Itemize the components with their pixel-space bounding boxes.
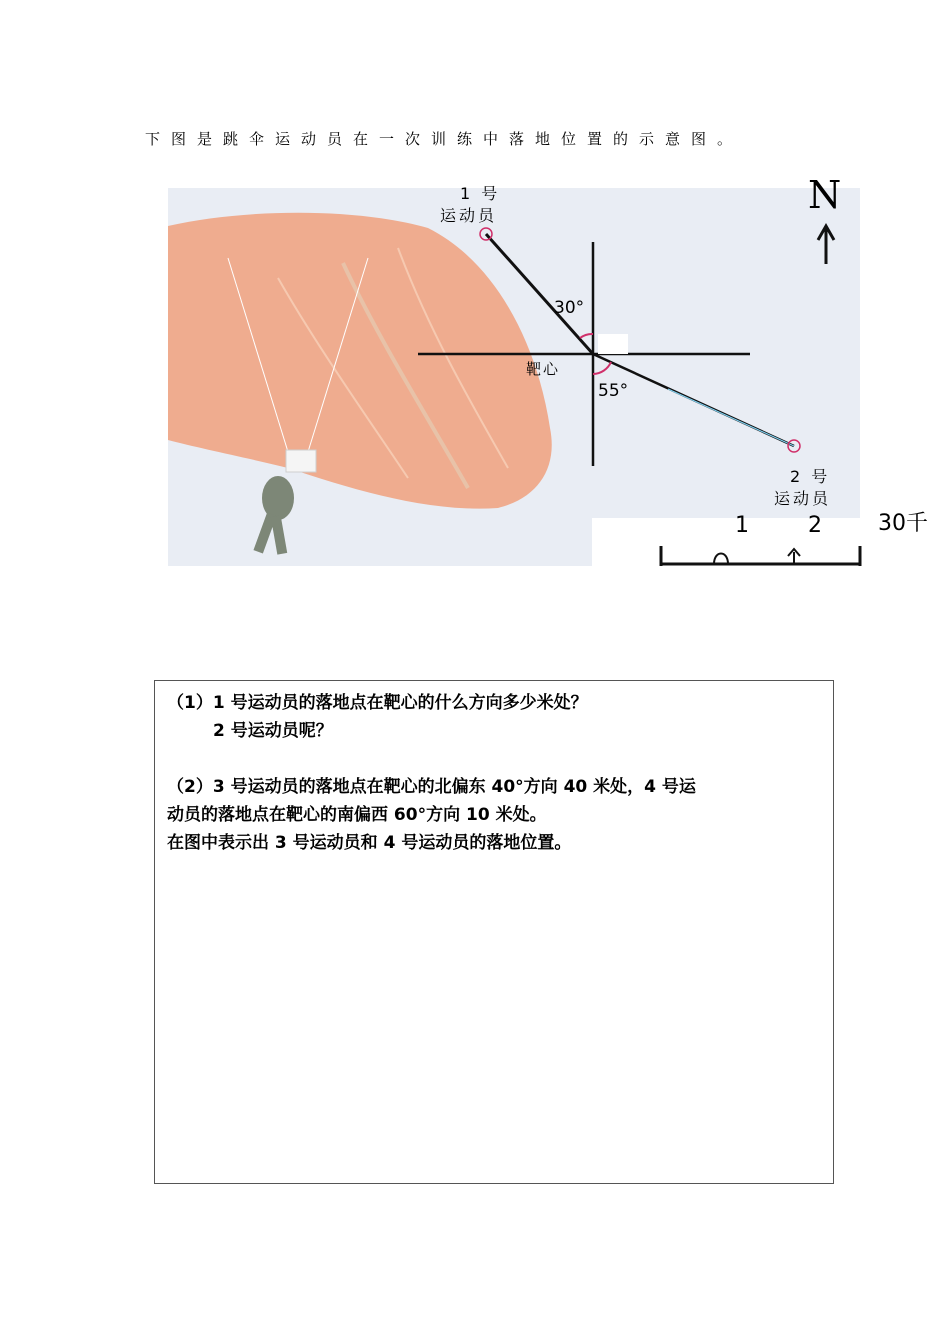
angle-label-30: 30° — [554, 298, 585, 318]
intro-text: 下图是跳伞运动员在一次训练中落地位置的示意图。 — [145, 130, 744, 148]
landing-diagram — [168, 168, 928, 568]
scale-label-2: 2 — [808, 513, 822, 538]
scale-unit-text: 30千 — [878, 511, 928, 536]
athlete1-label-number: 1 号 — [460, 184, 501, 203]
diagram-svg — [168, 168, 928, 568]
athlete1-label-text: 运动员 — [440, 206, 498, 225]
question-2-line-3: 在图中表示出 3 号运动员和 4 号运动员的落地位置。 — [167, 833, 572, 853]
center-label: 靶心 — [526, 360, 561, 378]
question-1-line-1: （1）1 号运动员的落地点在靶心的什么方向多少米处？ — [167, 693, 588, 713]
angle-label-55: 55° — [598, 381, 629, 401]
north-label: N — [808, 173, 842, 217]
scale-label-1: 1 — [735, 513, 749, 538]
question-box — [154, 680, 834, 1184]
question-2-line-2: 动员的落地点在靶心的南偏西 60°方向 10 米处。 — [167, 805, 547, 825]
athlete2-label-number: 2 号 — [790, 467, 831, 486]
athlete2-label-text: 运动员 — [774, 489, 832, 508]
question-2-line-1: （2）3 号运动员的落地点在靶心的北偏东 40°方向 40 米处，4 号运 — [167, 777, 696, 797]
question-1-line-2: 2 号运动员呢？ — [213, 721, 333, 741]
